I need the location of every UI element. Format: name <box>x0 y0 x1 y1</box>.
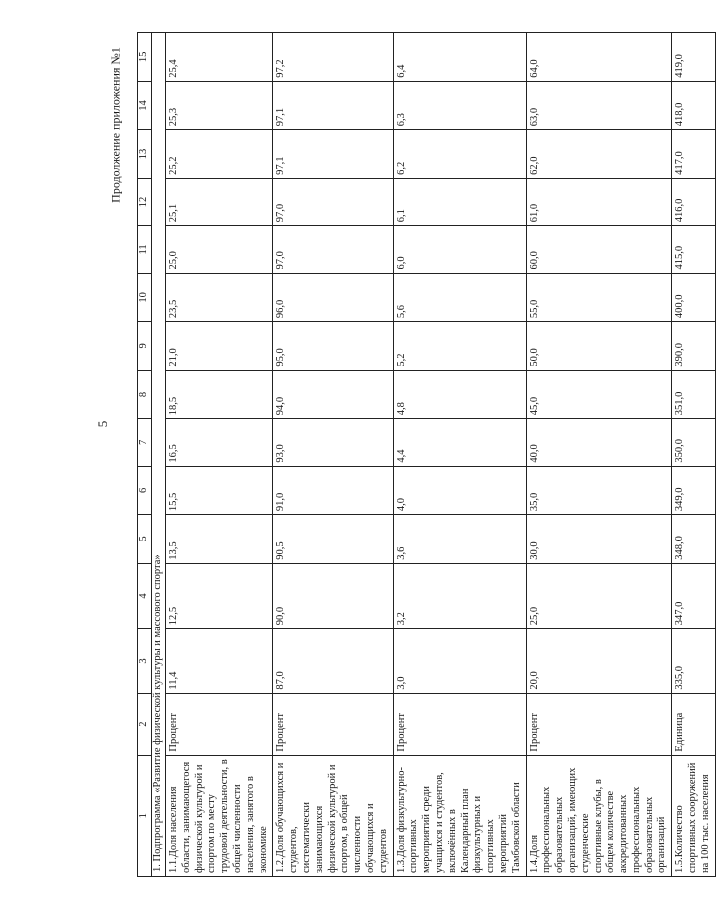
value-cell: 418,0 <box>672 81 715 130</box>
page-number: 5 <box>95 420 110 428</box>
value-cell: 25,4 <box>166 33 273 82</box>
value-cell: 23,5 <box>166 273 273 322</box>
value-cell: 348,0 <box>672 515 715 564</box>
value-cell: 63,0 <box>526 81 672 130</box>
value-cell: 6,2 <box>393 130 526 179</box>
value-cell: 90,0 <box>273 563 393 629</box>
table-container <box>137 32 711 877</box>
value-cell: 61,0 <box>526 178 672 225</box>
value-cell: 90,5 <box>273 515 393 564</box>
table-row <box>672 33 715 877</box>
value-cell: 50,0 <box>526 322 672 371</box>
value-cell: 350,0 <box>672 419 715 466</box>
value-cell: 25,0 <box>166 226 273 273</box>
header-cell: 10 <box>138 273 152 322</box>
value-cell: 60,0 <box>526 226 672 273</box>
header-cell: 8 <box>138 370 152 419</box>
value-cell: 13,5 <box>166 515 273 564</box>
value-cell: 25,2 <box>166 130 273 179</box>
unit-cell: Процент <box>526 693 672 755</box>
header-cell: 15 <box>138 33 152 82</box>
unit-cell: Процент <box>393 693 526 755</box>
value-cell: 15,5 <box>166 466 273 515</box>
value-cell: 12,5 <box>166 563 273 629</box>
value-cell: 95,0 <box>273 322 393 371</box>
value-cell: 25,0 <box>526 563 672 629</box>
value-cell: 97,0 <box>273 226 393 273</box>
indicator-name: 1.3.Доля физкультурно-спортивных мероприятий среди учащихся и студентов, включённых в Календарный план физкультурных и спортивных мероприятий Тамбовской области <box>393 755 526 876</box>
value-cell: 87,0 <box>273 629 393 693</box>
value-cell: 347,0 <box>672 563 715 629</box>
value-cell: 3,6 <box>393 515 526 564</box>
value-cell: 11,4 <box>166 629 273 693</box>
value-cell: 415,0 <box>672 226 715 273</box>
table-row <box>526 33 672 877</box>
value-cell: 3,0 <box>393 629 526 693</box>
value-cell: 400,0 <box>672 273 715 322</box>
value-cell: 45,0 <box>526 370 672 419</box>
header-cell: 6 <box>138 466 152 515</box>
value-cell: 6,0 <box>393 226 526 273</box>
value-cell: 40,0 <box>526 419 672 466</box>
header-row <box>138 33 152 877</box>
header-cell: 5 <box>138 515 152 564</box>
unit-cell: Процент <box>166 693 273 755</box>
section-row <box>152 33 166 877</box>
value-cell: 96,0 <box>273 273 393 322</box>
value-cell: 6,3 <box>393 81 526 130</box>
value-cell: 30,0 <box>526 515 672 564</box>
value-cell: 64,0 <box>526 33 672 82</box>
header-cell: 13 <box>138 130 152 179</box>
header-cell: 1 <box>138 755 152 876</box>
value-cell: 55,0 <box>526 273 672 322</box>
header-cell: 4 <box>138 563 152 629</box>
value-cell: 94,0 <box>273 370 393 419</box>
value-cell: 16,5 <box>166 419 273 466</box>
value-cell: 18,5 <box>166 370 273 419</box>
header-cell: 7 <box>138 419 152 466</box>
value-cell: 417,0 <box>672 130 715 179</box>
section-title: 1. Подпрограмма «Развитие физической культуры и массового спорта» <box>152 33 166 877</box>
header-cell: 9 <box>138 322 152 371</box>
value-cell: 416,0 <box>672 178 715 225</box>
value-cell: 20,0 <box>526 629 672 693</box>
header-cell: 3 <box>138 629 152 693</box>
table-caption: Продолжение приложения №1 <box>108 47 123 203</box>
header-cell: 11 <box>138 226 152 273</box>
indicators-table <box>137 32 716 877</box>
value-cell: 25,1 <box>166 178 273 225</box>
value-cell: 4,4 <box>393 419 526 466</box>
value-cell: 97,2 <box>273 33 393 82</box>
indicator-name: 1.4.Доля профессиональных образовательных организаций, имеющих студенческие спортивные клубы, в общем количестве аккредитованных профессиональных образовательных организаций <box>526 755 672 876</box>
value-cell: 97,0 <box>273 178 393 225</box>
value-cell: 4,8 <box>393 370 526 419</box>
table-row <box>273 33 393 877</box>
value-cell: 97,1 <box>273 130 393 179</box>
value-cell: 4,0 <box>393 466 526 515</box>
value-cell: 349,0 <box>672 466 715 515</box>
value-cell: 91,0 <box>273 466 393 515</box>
value-cell: 21,0 <box>166 322 273 371</box>
value-cell: 335,0 <box>672 629 715 693</box>
indicator-name: 1.5.Количество спортивных сооружений на 100 тыс. населения <box>672 755 715 876</box>
value-cell: 419,0 <box>672 33 715 82</box>
value-cell: 6,1 <box>393 178 526 225</box>
unit-cell: Единица <box>672 693 715 755</box>
header-cell: 2 <box>138 693 152 755</box>
value-cell: 62,0 <box>526 130 672 179</box>
value-cell: 390,0 <box>672 322 715 371</box>
value-cell: 93,0 <box>273 419 393 466</box>
value-cell: 25,3 <box>166 81 273 130</box>
value-cell: 3,2 <box>393 563 526 629</box>
value-cell: 97,1 <box>273 81 393 130</box>
header-cell: 12 <box>138 178 152 225</box>
table-row <box>393 33 526 877</box>
value-cell: 6,4 <box>393 33 526 82</box>
value-cell: 5,6 <box>393 273 526 322</box>
indicator-name: 1.2.Доля обучающихся и студентов, систематически занимающихся физической культурой и спортом, в общей численности обучающихся и студентов <box>273 755 393 876</box>
value-cell: 35,0 <box>526 466 672 515</box>
value-cell: 351,0 <box>672 370 715 419</box>
value-cell: 5,2 <box>393 322 526 371</box>
indicator-name: 1.1.Доля населения области, занимающегося физической культурой и спортом по месту трудовой деятельности, в общей численности населения, занятого в экономике <box>166 755 273 876</box>
table-row <box>166 33 273 877</box>
header-cell: 14 <box>138 81 152 130</box>
unit-cell: Процент <box>273 693 393 755</box>
